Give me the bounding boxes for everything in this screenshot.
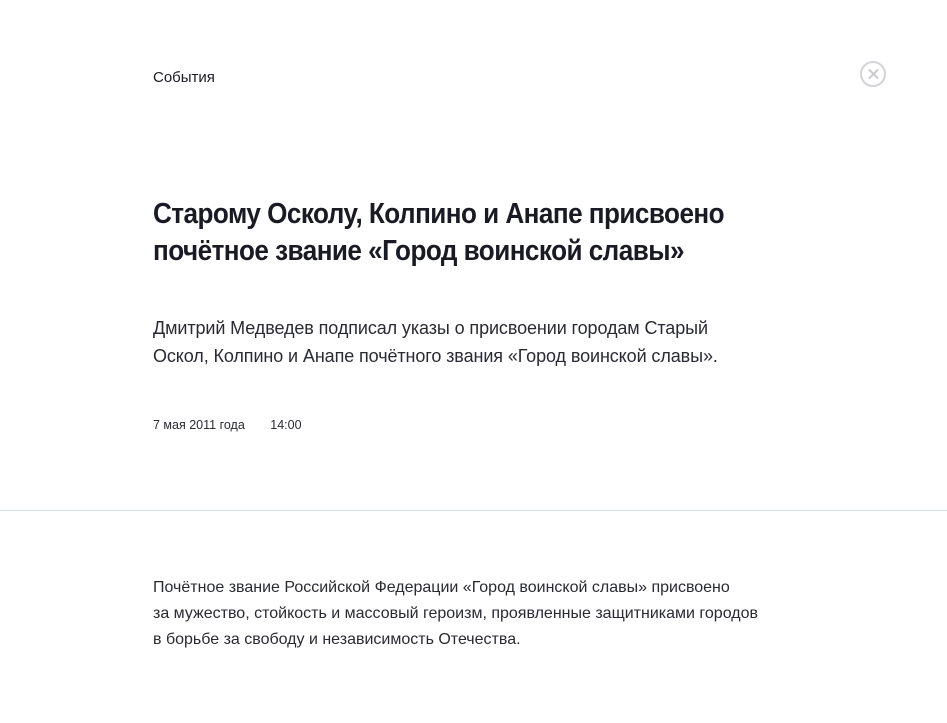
article-time: 14:00 [270, 418, 302, 432]
section-link-events[interactable]: События [153, 69, 215, 86]
article-title-line: Старому Осколу, Колпино и Анапе присвоено [153, 198, 725, 230]
article-lead-line: Дмитрий Медведев подписал указы о присвоении городам Старый [153, 318, 708, 338]
description-line: Почётное звание Российской Федерации «Город воинской славы» присвоено [153, 579, 730, 596]
article-description [153, 575, 813, 653]
article-meta [153, 417, 302, 433]
article-title [153, 196, 729, 270]
article-date: 7 мая 2011 года [153, 418, 245, 432]
article-lead [153, 314, 793, 370]
close-icon[interactable] [860, 61, 886, 87]
description-line: в борьбе за свободу и независимость Отечества. [153, 631, 521, 648]
article-title-line: почётное звание «Город воинской славы» [153, 235, 684, 267]
article-lead-line: Оскол, Колпино и Анапе почётного звания «Город воинской славы». [153, 346, 718, 366]
description-line: за мужество, стойкость и массовый героизм, проявленные защитниками городов [153, 605, 758, 622]
